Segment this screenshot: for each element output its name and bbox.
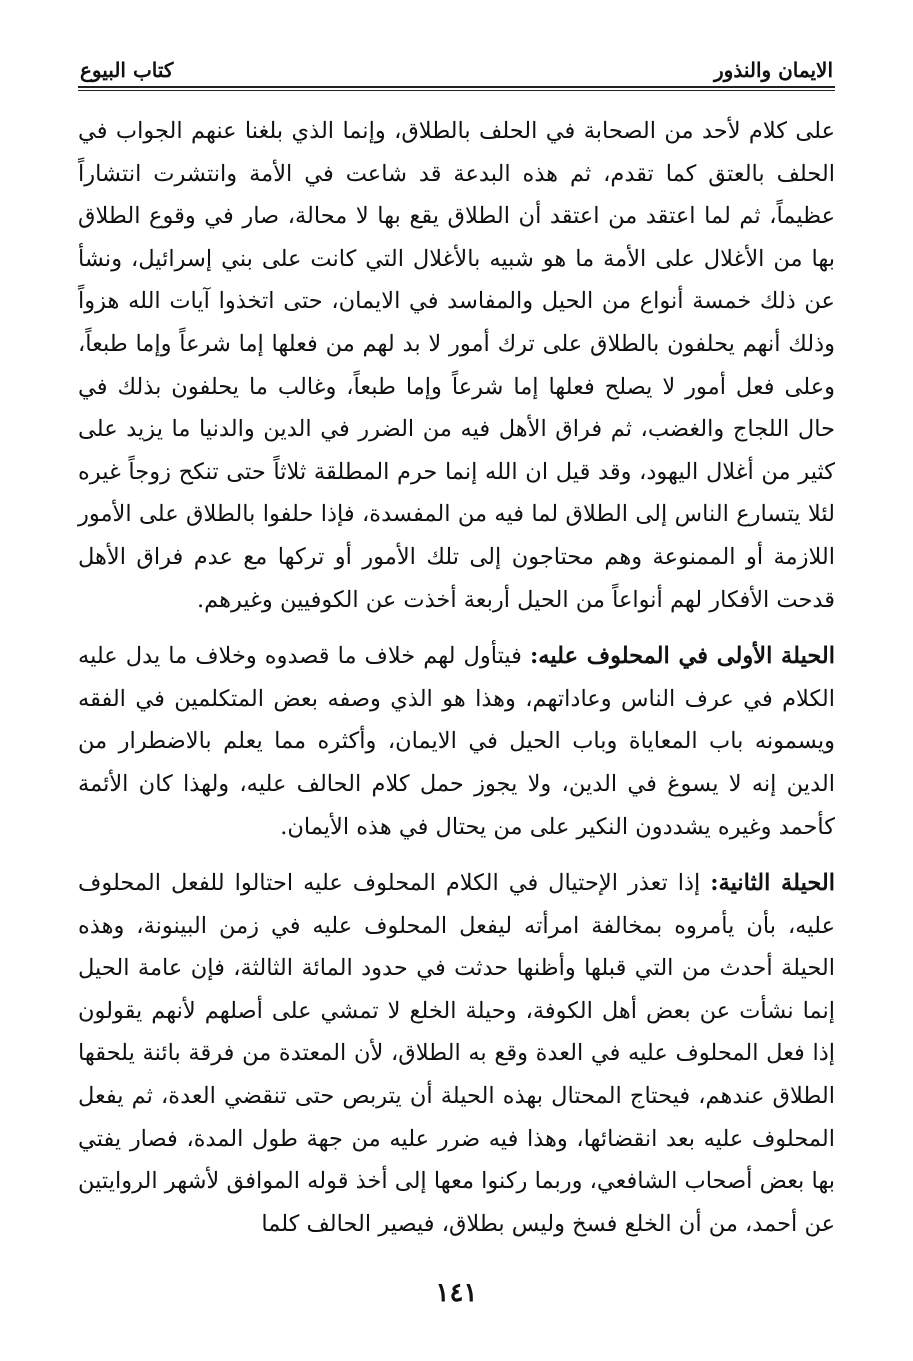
paragraph-first-trick [78, 635, 835, 848]
header-book-title: كتاب البيوع [80, 58, 174, 82]
paragraph-second-trick [78, 862, 835, 1245]
paragraph-intro [78, 110, 835, 621]
header-chapter-title: الايمان والنذور [714, 58, 833, 82]
body-text [78, 110, 835, 1245]
paragraph-heading: الحيلة الثانية: [710, 870, 835, 897]
page-number: ١٤١ [435, 1278, 478, 1308]
running-header [80, 38, 833, 82]
header-divider [78, 86, 835, 88]
paragraph-heading: الحيلة الأولى في المحلوف عليه: [529, 643, 835, 670]
header-divider-thin [78, 90, 835, 91]
paragraph-text: فيتأول لهم خلاف ما قصدوه وخلاف ما يدل عليه الكلام في عرف الناس وعاداتهم، وهذا هو الذي وصفه بعض المتكلمين في الفقه ويسمونه باب المعاياة وباب الحيل في الايمان، وأكثره مما يعلم بالاضطرار من الدين إنه لا يسوغ في الدين، ولا يجوز حمل كلام الحالف عليه، ولهذا كان الأئمة كأحمد وغيره يشددون النكير على من يحتال في هذه الأيمان. [78, 643, 835, 840]
paragraph-text: إذا تعذر الإحتيال في الكلام المحلوف عليه احتالوا للفعل المحلوف عليه، بأن يأمروه بمخالفة امرأته ليفعل المحلوف عليه في زمن البينونة، وهذه الحيلة أحدث من التي قبلها وأظنها حدثت في حدود المائة الثالثة، فإن عامة الحيل إنما نشأت عن بعض أهل الكوفة، وحيلة الخلع لا تمشي على أصلهم لأنهم يقولون إذا فعل المحلوف عليه في العدة وقع به الطلاق، لأن المعتدة من فرقة بائنة يلحقها الطلاق عندهم، فيحتاج المحتال بهذه الحيلة أن يتربص حتى تنقضي العدة، ثم يفعل المحلوف عليه بعد انقضائها، وهذا فيه ضرر عليه من جهة طول المدة، فصار يفتي بها بعض أصحاب الشافعي، وربما ركنوا معها إلى أخذ قوله الموافق لأشهر الروايتين عن أحمد، من أن الخلع فسخ وليس بطلاق، فيصير الحالف كلما [78, 870, 835, 1237]
paragraph-text: على كلام لأحد من الصحابة في الحلف بالطلاق، وإنما الذي بلغنا عنهم الجواب في الحلف بالعتق كما تقدم، ثم هذه البدعة قد شاعت في الأمة وانتشرت انتشاراً عظيماً، ثم لما اعتقد من اعتقد أن الطلاق يقع بها لا محالة، صار في وقوع الطلاق بها من الأغلال على الأمة ما هو شبيه بالأغلال التي كانت على بني إسرائيل، ونشأ عن ذلك خمسة أنواع من الحيل والمفاسد في الايمان، حتى اتخذوا آيات الله هزواً وذلك أنهم يحلفون بالطلاق على ترك أمور لا بد لهم من فعلها إما شرعاً وإما طبعاً، وعلى فعل أمور لا يصلح فعلها إما شرعاً وإما طبعاً، وغالب ما يحلفون بذلك في حال اللجاج والغضب، ثم فراق الأهل فيه من الضرر في الدين والدنيا ما يزيد على كثير من أغلال اليهود، وقد قيل ان الله إنما حرم المطلقة ثلاثاً حتى تنكح زوجاً غيره لئلا يتسارع الناس إلى الطلاق لما فيه من المفسدة، فإذا حلفوا بالطلاق على الأمور اللازمة أو الممنوعة وهم محتاجون إلى تلك الأمور أو تركها مع عدم فراق الأهل قدحت الأفكار لهم أنواعاً من الحيل أربعة أخذت عن الكوفيين وغيرهم. [78, 118, 835, 613]
